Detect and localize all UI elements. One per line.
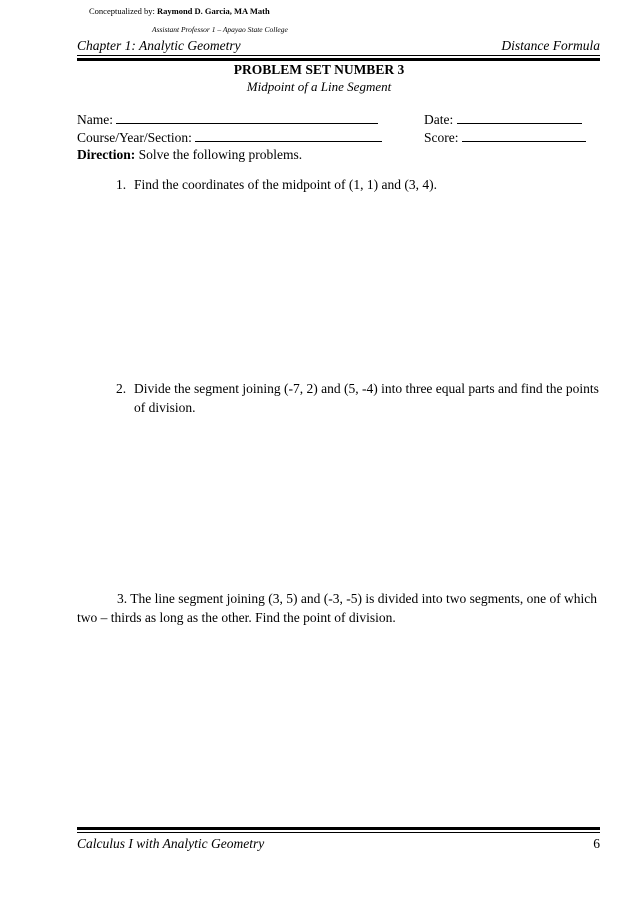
score-field[interactable] — [424, 128, 586, 146]
page-title: PROBLEM SET NUMBER 3 — [233, 62, 405, 77]
name-label: Name: — [77, 112, 113, 127]
footer-rule-thin — [77, 832, 600, 833]
direction-text: Solve the following problems. — [138, 147, 303, 162]
score-blank[interactable] — [462, 128, 586, 142]
header-topic: Distance Formula — [501, 38, 600, 53]
problem-text: Find the coordinates of the midpoint of (1, 1) and (3, 4). — [134, 177, 437, 192]
date-field[interactable] — [424, 110, 582, 128]
name-field[interactable] — [77, 110, 378, 128]
credit-line — [89, 6, 270, 16]
header-rule-thick — [77, 58, 600, 61]
problem-text — [77, 589, 600, 627]
problem-number: 3. — [117, 591, 128, 606]
author-role: Assistant Professor 1 – Apayao State College — [152, 25, 288, 34]
author-name: Raymond D. Garcia, MA Math — [156, 6, 270, 16]
date-blank[interactable] — [457, 110, 582, 124]
footer-course: Calculus I with Analytic Geometry — [77, 836, 265, 851]
header-chapter: Chapter 1: Analytic Geometry — [77, 38, 241, 53]
problem-text: Divide the segment joining (-7, 2) and (5, -4) into three equal parts and find the points of division. — [134, 381, 599, 415]
course-label: Course/Year/Section: — [77, 130, 192, 145]
page-number: 6 — [593, 836, 600, 851]
date-label: Date: — [424, 112, 454, 127]
problem-body: The line segment joining (3, 5) and (-3, -5) is divided into two segments, one of which two – thirds as long as the other. Find the point of division. — [77, 591, 598, 625]
footer-rule-thick — [77, 827, 600, 830]
page-subtitle: Midpoint of a Line Segment — [246, 79, 392, 94]
header-rule-thin — [77, 55, 600, 56]
course-field[interactable] — [77, 128, 382, 146]
score-label: Score: — [424, 130, 459, 145]
problem-number: 1. — [116, 177, 127, 192]
credit-label: Conceptualized by: — [89, 6, 155, 16]
course-blank[interactable] — [195, 128, 382, 142]
problem-number: 2. — [116, 381, 127, 396]
name-blank[interactable] — [116, 110, 378, 124]
direction-label: Direction: — [77, 147, 136, 162]
direction — [77, 147, 302, 163]
